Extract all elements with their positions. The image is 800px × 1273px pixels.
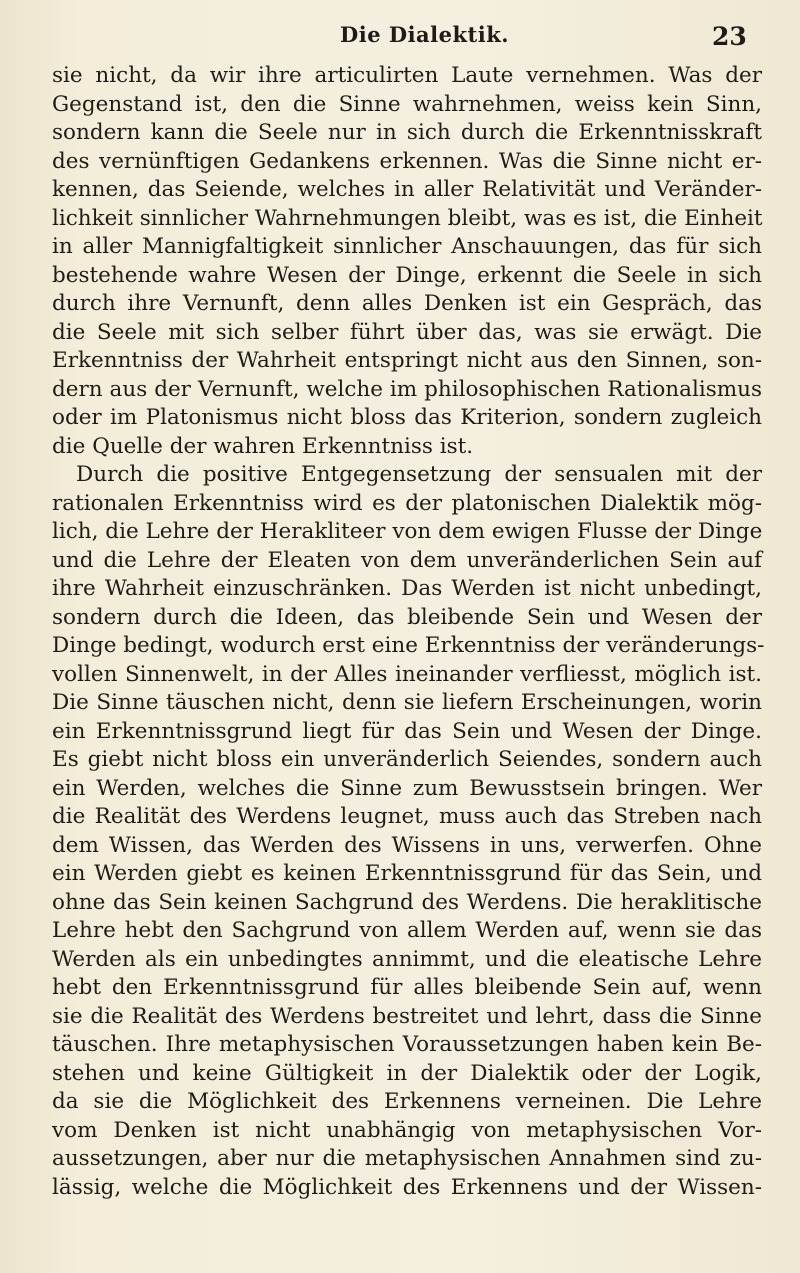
text-line: durch ihre Vernunft, denn alles Denken ist ein Gespräch, das: [52, 291, 762, 316]
text-line: da sie die Möglichkeit des Erkennens verneinen. Die Lehre: [52, 1089, 762, 1114]
text-line: täuschen. Ihre metaphysischen Voraussetzungen haben kein Be-: [52, 1032, 762, 1057]
text-line: hebt den Erkenntnissgrund für alles bleibende Sein auf, wenn: [52, 975, 762, 1000]
text-line: sondern kann die Seele nur in sich durch die Erkenntnisskraft: [52, 120, 762, 145]
text-line: Erkenntniss der Wahrheit entspringt nicht aus den Sinnen, son-: [52, 348, 762, 373]
text-line: ein Werden giebt es keinen Erkenntnissgrund für das Sein, und: [52, 861, 762, 886]
text-line: ein Erkenntnissgrund liegt für das Sein und Wesen der Dinge.: [52, 718, 762, 744]
text-line: des vernünftigen Gedankens erkennen. Was die Sinne nicht er-: [52, 148, 762, 174]
text-line: in aller Mannigfaltigkeit sinnlicher Anschauungen, das für sich: [52, 234, 762, 259]
text-line: Die Sinne täuschen nicht, denn sie liefern Erscheinungen, worin: [52, 690, 762, 715]
text-line: Lehre hebt den Sachgrund von allem Werden auf, wenn sie das: [52, 918, 762, 943]
text-line: die Quelle der wahren Erkenntniss ist.: [52, 433, 474, 459]
text-line: Gegenstand ist, den die Sinne wahrnehmen, weiss kein Sinn,: [52, 91, 762, 117]
text-line: aussetzungen, aber nur die metaphysischen Annahmen sind zu-: [52, 1146, 762, 1171]
text-line: sondern durch die Ideen, das bleibende Sein und Wesen der: [52, 604, 762, 630]
text-line: Dinge bedingt, wodurch erst eine Erkenntniss der veränderungs-: [52, 633, 765, 658]
text-line: und die Lehre der Eleaten von dem unveränderlichen Sein auf: [52, 547, 762, 573]
text-line: lich, die Lehre der Herakliteer von dem ewigen Flusse der Dinge: [52, 519, 763, 544]
text-line: ohne das Sein keinen Sachgrund des Werdens. Die heraklitische: [52, 889, 762, 915]
text-line: ihre Wahrheit einzuschränken. Das Werden ist nicht unbedingt,: [52, 576, 762, 601]
text-line: Es giebt nicht bloss ein unveränderlich Seiendes, sondern auch: [52, 747, 762, 772]
body-text: [52, 62, 765, 1202]
text-line: dern aus der Vernunft, welche im philosophischen Rationalismus: [52, 376, 762, 402]
page-number: 23: [712, 22, 747, 51]
text-line: Werden als ein unbedingtes annimmt, und die eleatische Lehre: [52, 946, 762, 972]
text-line: sie nicht, da wir ihre articulirten Laute vernehmen. Was der: [52, 63, 762, 88]
text-line: lichkeit sinnlicher Wahrnehmungen bleibt, was es ist, die Einheit: [52, 205, 763, 231]
text-line: rationalen Erkenntniss wird es der platonischen Dialektik mög-: [52, 490, 762, 516]
text-line: oder im Platonismus nicht bloss das Kriterion, sondern zugleich: [52, 405, 762, 430]
text-line: bestehende wahre Wesen der Dinge, erkennt die Seele in sich: [52, 262, 762, 288]
text-line: die Seele mit sich selber führt über das, was sie erwägt. Die: [52, 319, 762, 345]
text-line: dem Wissen, das Werden des Wissens in uns, verwerfen. Ohne: [52, 832, 762, 858]
text-line: sie die Realität des Werdens bestreitet und lehrt, dass die Sinne: [52, 1003, 762, 1029]
text-line: ein Werden, welches die Sinne zum Bewusstsein bringen. Wer: [52, 775, 762, 801]
text-line: die Realität des Werdens leugnet, muss auch das Streben nach: [52, 804, 762, 829]
page-header: [0, 22, 800, 52]
text-line: stehen und keine Gültigkeit in der Dialektik oder der Logik,: [52, 1060, 762, 1086]
text-line: lässig, welche die Möglichkeit des Erkennens und der Wissen-: [52, 1174, 762, 1200]
running-title: Die Dialektik.: [340, 22, 510, 47]
text-line: vollen Sinnenwelt, in der Alles ineinander verfliesst, möglich ist.: [52, 661, 762, 687]
text-line: Durch die positive Entgegensetzung der sensualen mit der: [76, 462, 762, 487]
text-line: vom Denken ist nicht unabhängig von metaphysischen Vor-: [52, 1117, 762, 1143]
text-line: kennen, das Seiende, welches in aller Relativität und Veränder-: [52, 177, 762, 202]
